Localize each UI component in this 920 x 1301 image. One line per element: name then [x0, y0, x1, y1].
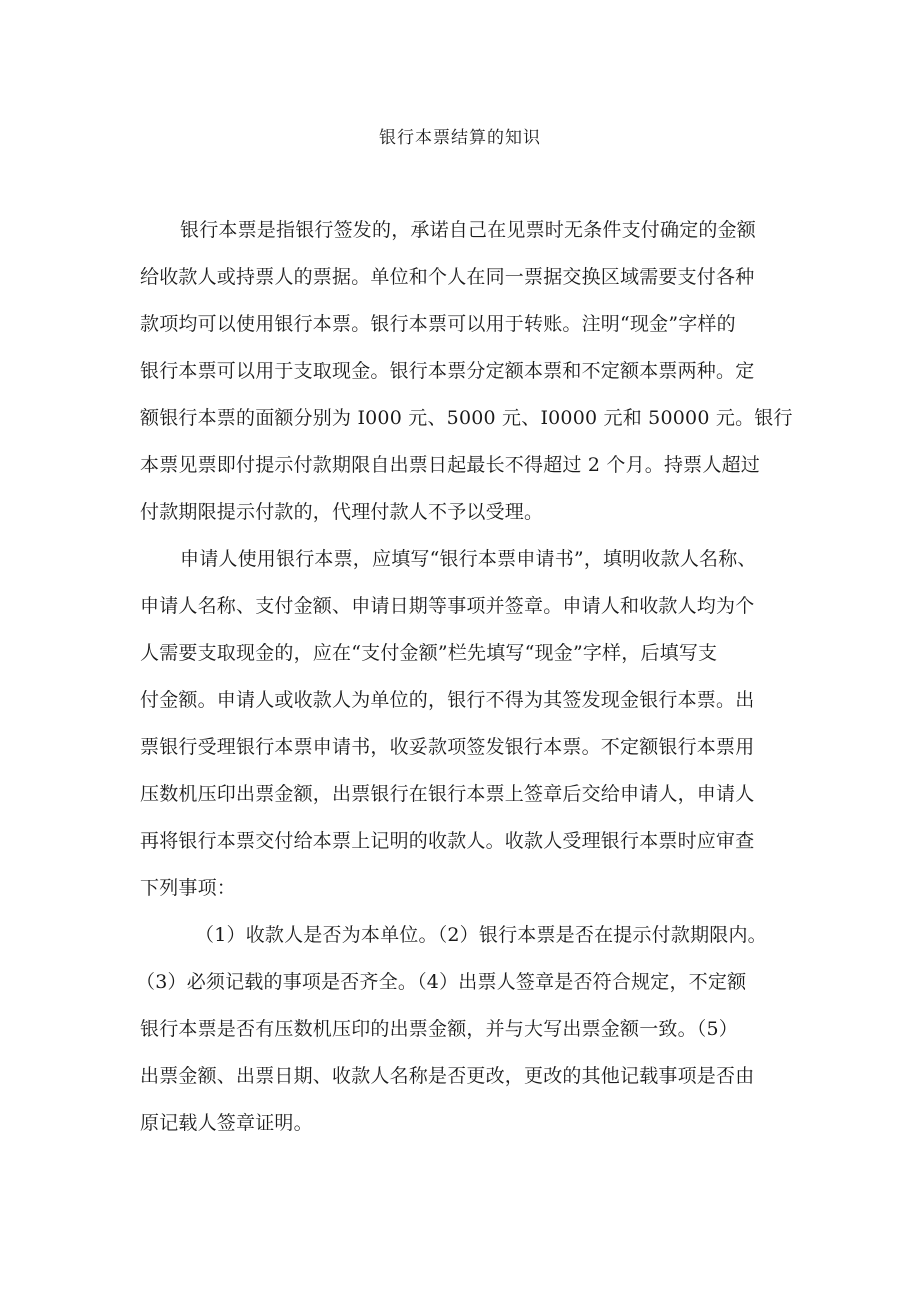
paragraph-line: 付金额。申请人或收款人为单位的，银行不得为其签发现金银行本票。出	[140, 689, 755, 711]
paragraph-line: 银行本票是指银行签发的，承诺自己在见票时无条件支付确定的金额	[180, 219, 757, 241]
paragraph-line: 再将银行本票交付给本票上记明的收款人。收款人受理银行本票时应审查	[140, 830, 755, 852]
paragraph-line: 银行本票可以用于支取现金。银行本票分定额本票和不定额本票两种。定	[140, 360, 755, 382]
paragraph-line: 压数机压印出票金额，出票银行在银行本票上签章后交给申请人，申请人	[140, 783, 755, 805]
paragraph-line: 付款期限提示付款的，代理付款人不予以受理。	[140, 501, 544, 523]
paragraph-line: 下列事项：	[140, 877, 237, 899]
paragraph-line: 给收款人或持票人的票据。单位和个人在同一票据交换区域需要支付各种	[140, 266, 755, 288]
paragraph-line: 本票见票即付提示付款期限自出票日起最长不得超过 2 个月。持票人超过	[140, 454, 760, 476]
paragraph-line: 票银行受理银行本票申请书，收妥款项签发银行本票。不定额银行本票用	[140, 736, 755, 758]
paragraph-line: （1）收款人是否为本单位。（2）银行本票是否在提示付款期限内。	[195, 924, 767, 946]
paragraph-line: 款项均可以使用银行本票。银行本票可以用于转账。注明“现金”字样的	[140, 313, 736, 335]
paragraph-line: 人需要支取现金的，应在“支付金额”栏先填写“现金”字样，后填写支	[140, 642, 718, 664]
paragraph-line: 申请人名称、支付金额、申请日期等事项并签章。申请人和收款人均为个	[140, 595, 755, 617]
paragraph-line: 出票金额、出票日期、收款人名称是否更改，更改的其他记载事项是否由	[140, 1065, 755, 1087]
paragraph-line: 原记载人签章证明。	[140, 1112, 313, 1134]
page-title: 银行本票结算的知识	[379, 128, 541, 148]
paragraph-line: 申请人使用银行本票，应填写“银行本票申请书”，填明收款人名称、	[180, 548, 757, 570]
paragraph-line: （3）必须记载的事项是否齐全。（4）出票人签章是否符合规定，不定额	[136, 971, 747, 993]
paragraph-line: 额银行本票的面额分别为 I000 元、5000 元、I0000 元和 50000 元。银行	[140, 407, 793, 429]
paragraph-line: 银行本票是否有压数机压印的出票金额，并与大写出票金额一致。（5）	[140, 1018, 738, 1040]
